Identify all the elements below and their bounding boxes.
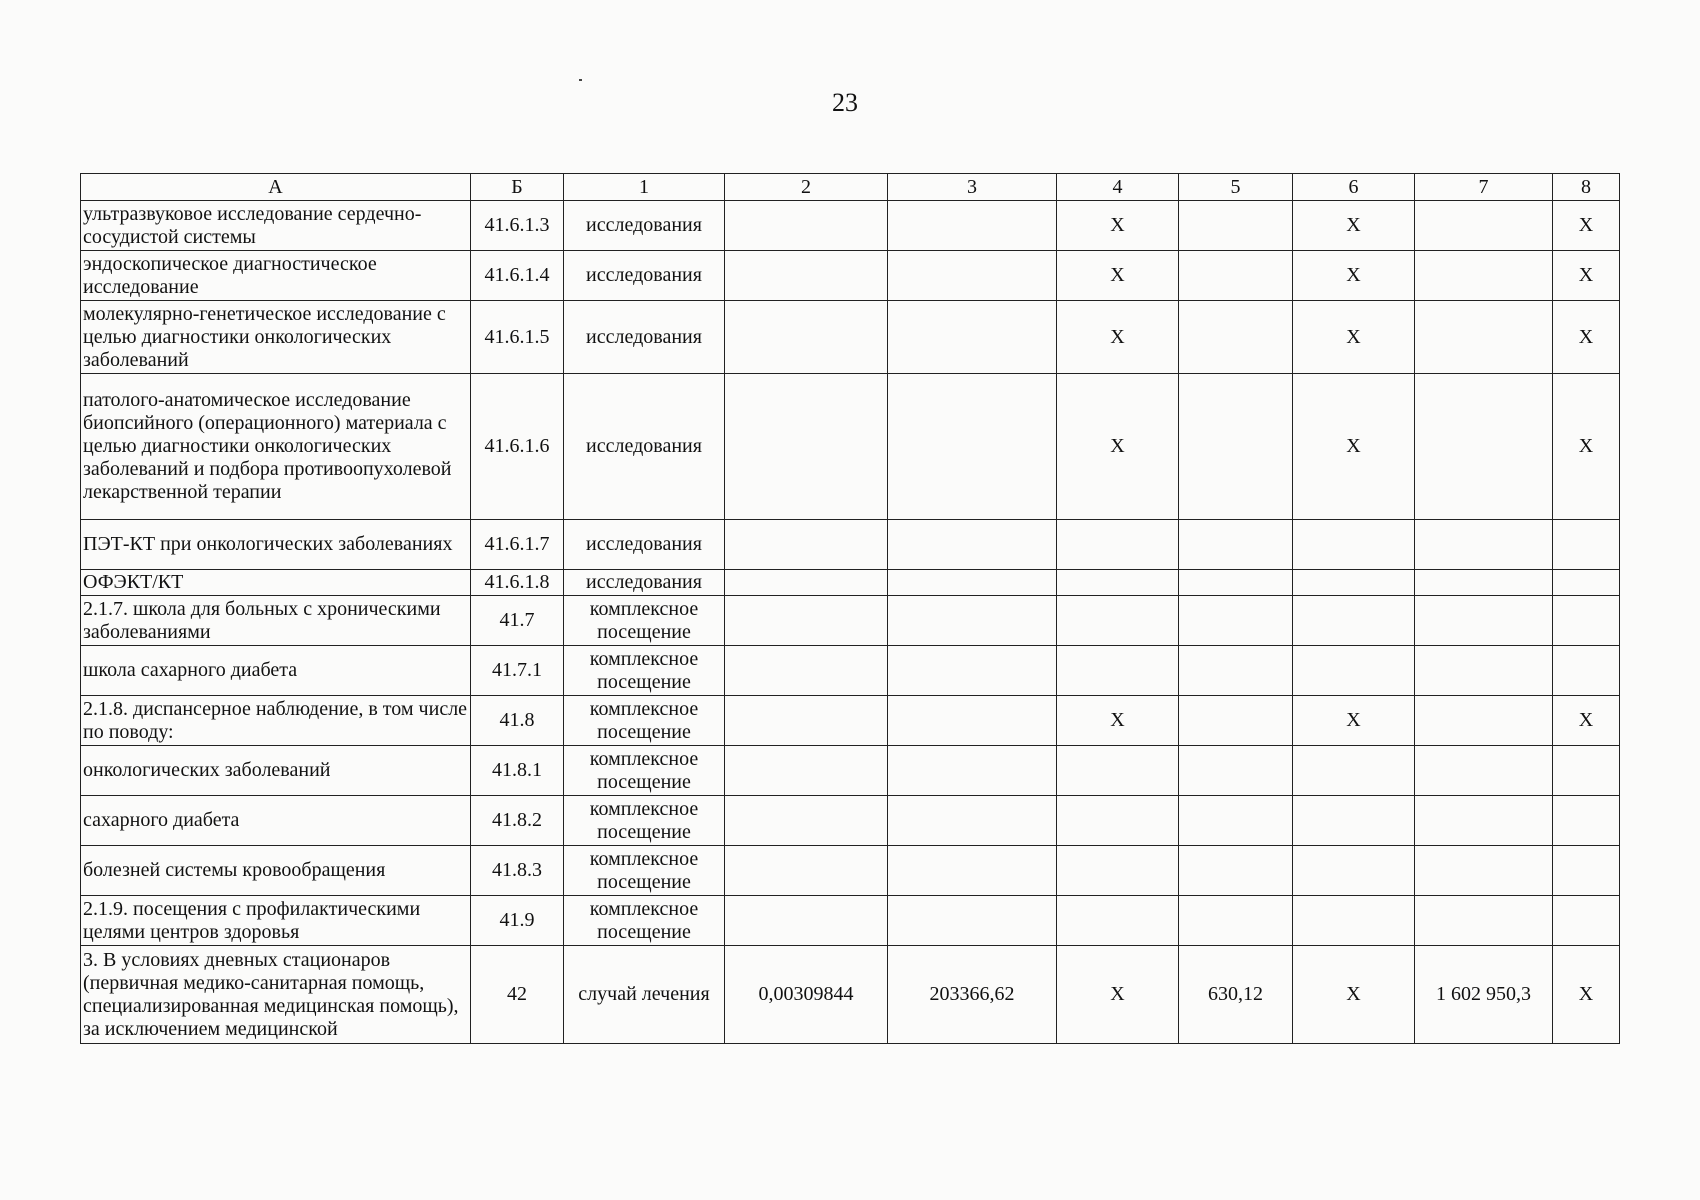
row-name: ОФЭКТ/КТ: [81, 570, 471, 596]
cell-col-2: [725, 301, 888, 374]
cell-col-5: [1179, 596, 1293, 646]
row-code: 41.8.2: [471, 796, 564, 846]
cell-col-6: X: [1293, 201, 1415, 251]
cell-col-8: [1553, 896, 1620, 946]
row-code: 41.8.1: [471, 746, 564, 796]
cell-col-5: [1179, 301, 1293, 374]
cell-col-6: [1293, 596, 1415, 646]
cell-col-5: [1179, 251, 1293, 301]
col-header-a: А: [81, 174, 471, 201]
data-table: [80, 173, 1620, 1044]
cell-col-5: [1179, 520, 1293, 570]
col-header-8: 8: [1553, 174, 1620, 201]
cell-col-8: [1553, 520, 1620, 570]
cell-col-7: [1415, 251, 1553, 301]
cell-col-5: [1179, 570, 1293, 596]
row-code: 41.7.1: [471, 646, 564, 696]
cell-col-3: [888, 301, 1057, 374]
row-name: эндоскопическое диагностическое исследование: [81, 251, 471, 301]
cell-col-8: X: [1553, 251, 1620, 301]
table-row: [81, 374, 1620, 520]
cell-col-7: [1415, 696, 1553, 746]
row-code: 41.6.1.5: [471, 301, 564, 374]
cell-col-7: [1415, 746, 1553, 796]
table-row: [81, 520, 1620, 570]
row-name: 3. В условиях дневных стационаров (первичная медико-санитарная помощь, специализированная медицинская помощь), за исключением медицинской: [81, 946, 471, 1044]
cell-col-6: X: [1293, 696, 1415, 746]
row-code: 41.8.3: [471, 846, 564, 896]
cell-col-2: [725, 846, 888, 896]
row-code: 41.6.1.7: [471, 520, 564, 570]
row-unit: исследования: [564, 570, 725, 596]
cell-col-3: [888, 596, 1057, 646]
row-name: школа сахарного диабета: [81, 646, 471, 696]
cell-col-5: [1179, 796, 1293, 846]
table-row: [81, 746, 1620, 796]
table-row: [81, 201, 1620, 251]
row-name: болезней системы кровообращения: [81, 846, 471, 896]
cell-col-8: X: [1553, 374, 1620, 520]
cell-col-7: [1415, 570, 1553, 596]
row-unit: комплексное посещение: [564, 746, 725, 796]
cell-col-2: [725, 570, 888, 596]
cell-col-7: [1415, 201, 1553, 251]
cell-col-5: 630,12: [1179, 946, 1293, 1044]
cell-col-7: 1 602 950,3: [1415, 946, 1553, 1044]
cell-col-4: X: [1057, 696, 1179, 746]
row-name: ПЭТ-КТ при онкологических заболеваниях: [81, 520, 471, 570]
cell-col-6: X: [1293, 946, 1415, 1044]
cell-col-3: [888, 570, 1057, 596]
row-code: 42: [471, 946, 564, 1044]
cell-col-4: X: [1057, 201, 1179, 251]
row-code: 41.7: [471, 596, 564, 646]
cell-col-4: [1057, 646, 1179, 696]
cell-col-3: [888, 646, 1057, 696]
cell-col-6: [1293, 846, 1415, 896]
col-header-b: Б: [471, 174, 564, 201]
row-name: 2.1.7. школа для больных с хроническими заболеваниями: [81, 596, 471, 646]
cell-col-5: [1179, 696, 1293, 746]
table-row: [81, 796, 1620, 846]
row-unit: исследования: [564, 251, 725, 301]
cell-col-3: [888, 746, 1057, 796]
cell-col-6: X: [1293, 301, 1415, 374]
table-row: [81, 696, 1620, 746]
cell-col-6: [1293, 796, 1415, 846]
cell-col-3: [888, 201, 1057, 251]
cell-col-2: [725, 746, 888, 796]
cell-col-4: [1057, 846, 1179, 896]
cell-col-3: 203366,62: [888, 946, 1057, 1044]
cell-col-7: [1415, 520, 1553, 570]
row-code: 41.8: [471, 696, 564, 746]
cell-col-7: [1415, 301, 1553, 374]
cell-col-5: [1179, 646, 1293, 696]
cell-col-8: [1553, 746, 1620, 796]
cell-col-7: [1415, 646, 1553, 696]
cell-col-8: [1553, 570, 1620, 596]
page-number: 23: [832, 88, 858, 117]
cell-col-5: [1179, 201, 1293, 251]
cell-col-7: [1415, 846, 1553, 896]
cell-col-6: X: [1293, 374, 1415, 520]
row-unit: комплексное посещение: [564, 646, 725, 696]
cell-col-2: [725, 646, 888, 696]
col-header-3: 3: [888, 174, 1057, 201]
row-unit: исследования: [564, 301, 725, 374]
cell-col-3: [888, 520, 1057, 570]
row-unit: исследования: [564, 520, 725, 570]
cell-col-2: [725, 201, 888, 251]
cell-col-3: [888, 896, 1057, 946]
cell-col-6: [1293, 646, 1415, 696]
cell-col-8: [1553, 646, 1620, 696]
row-name: сахарного диабета: [81, 796, 471, 846]
cell-col-5: [1179, 746, 1293, 796]
row-name: ультразвуковое исследование сердечно-сосудистой системы: [81, 201, 471, 251]
row-code: 41.6.1.6: [471, 374, 564, 520]
cell-col-8: [1553, 846, 1620, 896]
cell-col-2: [725, 596, 888, 646]
cell-col-5: [1179, 846, 1293, 896]
scan-speck: [579, 79, 582, 81]
cell-col-4: [1057, 796, 1179, 846]
cell-col-6: [1293, 746, 1415, 796]
cell-col-7: [1415, 374, 1553, 520]
cell-col-5: [1179, 896, 1293, 946]
cell-col-4: X: [1057, 946, 1179, 1044]
cell-col-8: X: [1553, 201, 1620, 251]
cell-col-3: [888, 251, 1057, 301]
cell-col-4: X: [1057, 301, 1179, 374]
row-unit: исследования: [564, 201, 725, 251]
table-row: [81, 896, 1620, 946]
row-name: молекулярно-генетическое исследование с целью диагностики онкологических заболеваний: [81, 301, 471, 374]
cell-col-6: [1293, 896, 1415, 946]
col-header-6: 6: [1293, 174, 1415, 201]
row-name: 2.1.8. диспансерное наблюдение, в том числе по поводу:: [81, 696, 471, 746]
cell-col-4: X: [1057, 374, 1179, 520]
cell-col-2: [725, 896, 888, 946]
row-unit: комплексное посещение: [564, 696, 725, 746]
cell-col-8: X: [1553, 946, 1620, 1044]
header-row: [81, 174, 1620, 201]
cell-col-3: [888, 846, 1057, 896]
cell-col-4: [1057, 746, 1179, 796]
cell-col-2: [725, 520, 888, 570]
row-code: 41.6.1.8: [471, 570, 564, 596]
cell-col-4: [1057, 570, 1179, 596]
cell-col-2: [725, 696, 888, 746]
row-name: онкологических заболеваний: [81, 746, 471, 796]
cell-col-2: 0,00309844: [725, 946, 888, 1044]
cell-col-5: [1179, 374, 1293, 520]
row-unit: исследования: [564, 374, 725, 520]
table-row: [81, 646, 1620, 696]
cell-col-7: [1415, 896, 1553, 946]
col-header-5: 5: [1179, 174, 1293, 201]
cell-col-8: [1553, 796, 1620, 846]
cell-col-2: [725, 251, 888, 301]
cell-col-3: [888, 374, 1057, 520]
cell-col-6: [1293, 570, 1415, 596]
row-unit: комплексное посещение: [564, 796, 725, 846]
row-code: 41.6.1.4: [471, 251, 564, 301]
col-header-7: 7: [1415, 174, 1553, 201]
table-row: [81, 251, 1620, 301]
col-header-4: 4: [1057, 174, 1179, 201]
row-name: 2.1.9. посещения с профилактическими целями центров здоровья: [81, 896, 471, 946]
cell-col-4: [1057, 520, 1179, 570]
cell-col-6: X: [1293, 251, 1415, 301]
col-header-1: 1: [564, 174, 725, 201]
cell-col-4: X: [1057, 251, 1179, 301]
col-header-2: 2: [725, 174, 888, 201]
row-unit: комплексное посещение: [564, 846, 725, 896]
row-code: 41.9: [471, 896, 564, 946]
row-name: патолого-анатомическое исследование биопсийного (операционного) материала с целью диагностики онкологических заболеваний и подбора противоопухолевой лекарственной терапии: [81, 374, 471, 520]
cell-col-8: X: [1553, 696, 1620, 746]
row-code: 41.6.1.3: [471, 201, 564, 251]
row-unit: комплексное посещение: [564, 596, 725, 646]
cell-col-2: [725, 796, 888, 846]
cell-col-4: [1057, 596, 1179, 646]
table-row: [81, 596, 1620, 646]
cell-col-3: [888, 696, 1057, 746]
table-row: [81, 570, 1620, 596]
row-unit: случай лечения: [564, 946, 725, 1044]
cell-col-3: [888, 796, 1057, 846]
table-row: [81, 301, 1620, 374]
cell-col-6: [1293, 520, 1415, 570]
cell-col-2: [725, 374, 888, 520]
table-row: [81, 846, 1620, 896]
row-unit: комплексное посещение: [564, 896, 725, 946]
cell-col-7: [1415, 796, 1553, 846]
cell-col-4: [1057, 896, 1179, 946]
cell-col-8: X: [1553, 301, 1620, 374]
table-row: [81, 946, 1620, 1044]
cell-col-8: [1553, 596, 1620, 646]
cell-col-7: [1415, 596, 1553, 646]
